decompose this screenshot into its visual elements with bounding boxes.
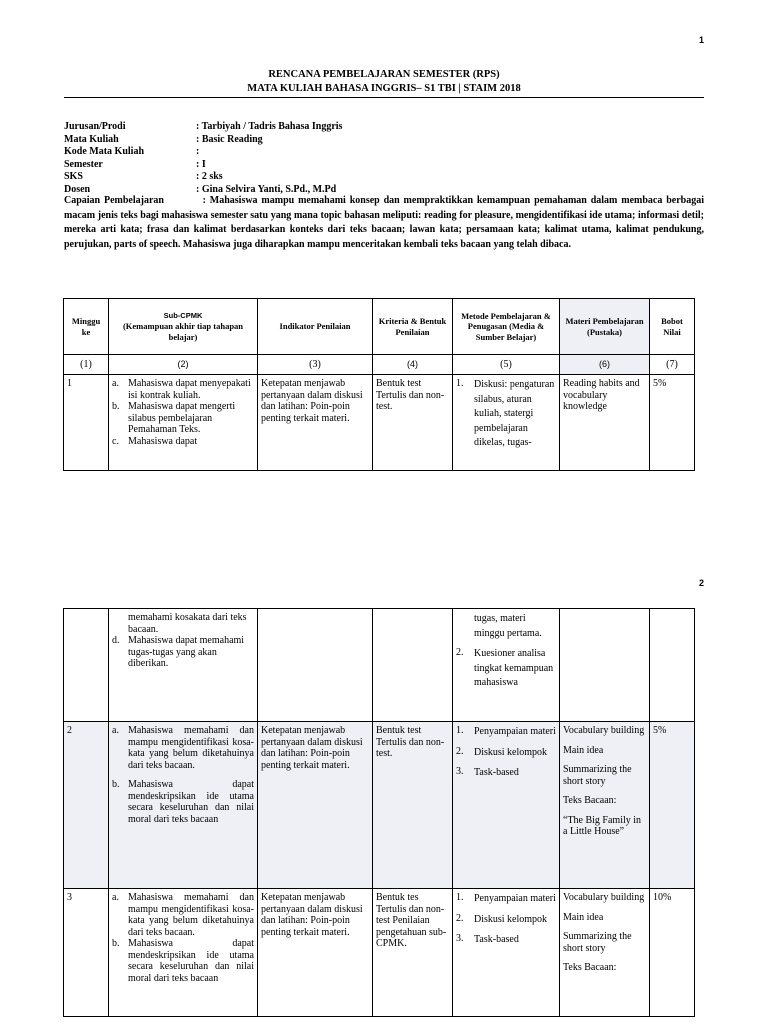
info-row — [64, 121, 704, 134]
col-number: (6) — [560, 355, 650, 375]
header-subcpmk-desc: (Kemampuan akhir tiap tahapan belajar) — [122, 321, 244, 342]
materi-item: Teks Bacaan: — [563, 962, 617, 973]
col-number: (4) — [373, 355, 453, 375]
materi-item: Main idea — [563, 744, 604, 756]
table-row — [64, 889, 695, 1017]
list-text: Mahasiswa dapat mendeskripsikan ide utama secara keseluruhan dan nilai moral dari teks bacaan — [128, 779, 254, 825]
list-item — [112, 378, 254, 401]
materi-item: Vocabulary building — [563, 725, 645, 736]
materi-item: Vocabulary building — [563, 892, 645, 903]
rps-table-page1 — [63, 298, 695, 471]
list-text: Task-based — [474, 767, 519, 778]
subcpmk-cell — [109, 889, 258, 1017]
list-text: Penyampaian materi — [474, 893, 556, 904]
materi-item: Main idea — [563, 911, 604, 923]
bobot-cell — [650, 609, 695, 722]
rps-table-page2 — [63, 608, 695, 1017]
list-text: Mahasiswa dapat memahami tugas-tugas yang akan diberikan. — [128, 635, 245, 669]
list-text: memahami kosakata dari teks bacaan. — [128, 612, 247, 635]
minggu-cell: 3 — [64, 889, 109, 1017]
header-minggu: Minggu ke — [64, 299, 109, 355]
info-value: : I — [196, 158, 206, 170]
list-item — [112, 635, 254, 670]
list-item — [112, 779, 254, 825]
bobot-cell: 5% — [650, 722, 695, 889]
list-text: Diskusi kelompok — [474, 746, 548, 758]
list-item — [456, 766, 556, 781]
list-text: Kuesioner analisa tingkat kemampuan mahasiswa — [474, 648, 554, 688]
list-text: Diskusi kelompok — [474, 913, 548, 925]
header-bobot: Bobot Nilai — [650, 299, 695, 355]
list-marker: 2. — [456, 912, 464, 924]
indikator-cell — [258, 609, 373, 722]
metode-cell — [453, 889, 560, 1017]
list-item — [112, 892, 254, 938]
kriteria-cell: Bentuk test Tertulis dan non-test. — [373, 722, 453, 889]
list-item — [112, 401, 254, 436]
info-value: : Tarbiyah / Tadris Bahasa Inggris — [196, 121, 343, 132]
header-indikator: Indikator Penilaian — [258, 299, 373, 355]
list-marker: c. — [112, 435, 119, 447]
info-label: Kode Mata Kuliah — [64, 146, 145, 157]
info-label: Mata Kuliah — [64, 133, 119, 145]
indikator-cell: Ketepatan menjawab pertanyaan dalam diskusi dan latihan: Poin-poin penting terkait materi. — [258, 722, 373, 889]
materi-cell — [560, 889, 650, 1017]
list-marker: b. — [112, 401, 120, 412]
list-text: Mahasiswa dapat — [128, 435, 198, 447]
list-marker: b. — [112, 779, 120, 790]
info-value: : Gina Selvira Yanti, S.Pd., M.Pd — [196, 183, 337, 195]
list-marker: 3. — [456, 766, 464, 777]
metode-cell — [453, 609, 560, 722]
list-item — [456, 378, 556, 451]
list-text: Penyampaian materi — [474, 726, 556, 737]
table-row — [64, 375, 695, 471]
list-marker: 3. — [456, 933, 464, 944]
list-item — [112, 938, 254, 984]
page-number: 1 — [698, 35, 704, 45]
document-subtitle: MATA KULIAH BAHASA INGGRIS– S1 TBI | STAIM 2018 — [247, 83, 521, 94]
col-number: (5) — [453, 355, 560, 375]
list-item — [456, 725, 556, 740]
list-text: tugas, materi minggu pertama. — [474, 613, 542, 639]
kriteria-cell: Bentuk test Tertulis dan non-test. — [373, 375, 453, 471]
title-divider — [64, 97, 704, 98]
header-metode: Metode Pembelajaran & Penugasan (Media & Sumber Belajar) — [453, 299, 560, 355]
list-marker: a. — [112, 725, 119, 736]
subcpmk-cell — [109, 375, 258, 471]
list-text: Mahasiswa memahami dan mampu mengidentifikasi kosa-kata yang belum diketahuinya dari teks bacaan. — [128, 892, 254, 938]
header-subcpmk — [109, 299, 258, 355]
materi-cell: Reading habits and vocabulary knowledge — [560, 375, 650, 471]
metode-cell — [453, 375, 560, 471]
list-text: Task-based — [474, 934, 519, 945]
list-text: Diskusi: pengaturan silabus, aturan kuliah, statergi pembelajaran dikelas, tugas- — [474, 379, 555, 448]
subcpmk-cell — [109, 609, 258, 722]
materi-cell — [560, 609, 650, 722]
metode-cell — [453, 722, 560, 889]
info-value: : Basic Reading — [196, 133, 263, 145]
page-number: 2 — [698, 578, 704, 588]
info-label: Dosen — [64, 183, 91, 195]
list-item — [456, 647, 556, 691]
learning-outcome-paragraph: Capaian Pembelajaran : Mahasiswa mampu memahami konsep dan mempraktikkan kemampuan pemahaman dalam membaca berbagai macam jenis teks bagi mahasiswa semester satu yang mana topic bahasan meliputi: reading for pleasure, mengidentifikasi ide utama; informasi detil; mereka arti kata; frasa dan kalimat berdasarkan konteks dari teks bacaan; lawan kata; persamaan kata; kalimat utama, kalimat pendukung, perujukan, parts of speech. Mahasiswa juga diharapkan mampu menceritakan kembali teks bacaan yang telah dibaca. — [64, 195, 704, 250]
table-row — [64, 722, 695, 889]
kriteria-cell: Bentuk tes Tertulis dan non-test Penilaian pengetahuan sub-CPMK. — [373, 889, 453, 1017]
minggu-cell — [64, 609, 109, 722]
kriteria-cell — [373, 609, 453, 722]
table-row — [64, 609, 695, 722]
col-number: (2) — [109, 355, 258, 375]
list-marker: 2. — [456, 647, 464, 658]
list-marker: 1. — [456, 892, 464, 903]
list-marker: a. — [112, 378, 119, 389]
list-text: Mahasiswa dapat menyepakati isi kontrak kuliah. — [128, 378, 251, 401]
list-marker: 1. — [456, 378, 464, 389]
subcpmk-cell — [109, 722, 258, 889]
col-number: (3) — [258, 355, 373, 375]
list-text: Mahasiswa dapat mengerti silabus pembelajaran Pemahaman Teks. — [128, 401, 236, 435]
info-row — [64, 171, 704, 184]
info-label: Jurusan/Prodi — [64, 121, 126, 132]
info-label: SKS — [64, 171, 83, 182]
info-label: Semester — [64, 158, 103, 170]
list-item — [112, 436, 254, 448]
bobot-cell: 5% — [650, 375, 695, 471]
col-number: (1) — [64, 355, 109, 375]
list-marker: 2. — [456, 745, 464, 757]
header-materi: Materi Pembelajaran (Pustaka) — [560, 299, 650, 355]
materi-item: Summarizing the short story — [563, 931, 632, 954]
indikator-cell: Ketepatan menjawab pertanyaan dalam diskusi dan latihan: Poin-poin penting terkait materi. — [258, 375, 373, 471]
col-number: (7) — [650, 355, 695, 375]
materi-item: Teks Bacaan: — [563, 795, 617, 806]
list-text: Mahasiswa memahami dan mampu mengidentifikasi kosa-kata yang belum diketahuinya dari teks bacaan. — [128, 725, 254, 771]
bobot-cell: 10% — [650, 889, 695, 1017]
info-value: : 2 sks — [196, 171, 223, 182]
minggu-cell: 2 — [64, 722, 109, 889]
list-marker: b. — [112, 938, 120, 949]
list-marker: a. — [112, 892, 119, 903]
header-kriteria: Kriteria & Bentuk Penilaian — [373, 299, 453, 355]
materi-cell — [560, 722, 650, 889]
info-row — [64, 146, 704, 159]
info-value: : — [196, 146, 200, 157]
info-row — [64, 134, 704, 147]
list-item — [456, 913, 556, 928]
info-row — [64, 159, 704, 172]
indikator-cell: Ketepatan menjawab pertanyaan dalam diskusi dan latihan: Poin-poin penting terkait materi. — [258, 889, 373, 1017]
list-marker: d. — [112, 635, 120, 646]
course-info — [64, 121, 704, 196]
list-item — [456, 892, 556, 907]
minggu-cell: 1 — [64, 375, 109, 471]
materi-item: Summarizing the short story — [563, 764, 632, 787]
header-subcpmk-title: Sub-CPMK — [163, 310, 203, 320]
list-item — [112, 725, 254, 771]
list-item — [456, 746, 556, 761]
list-text: Mahasiswa dapat mendeskripsikan ide utama secara keseluruhan dan nilai moral dari teks bacaan — [128, 938, 254, 984]
list-item — [456, 933, 556, 948]
list-marker: 1. — [456, 725, 464, 736]
document-title: RENCANA PEMBELAJARAN SEMESTER (RPS) — [268, 69, 500, 80]
reading-text-title: “The Big Family in a Little House” — [563, 814, 642, 837]
